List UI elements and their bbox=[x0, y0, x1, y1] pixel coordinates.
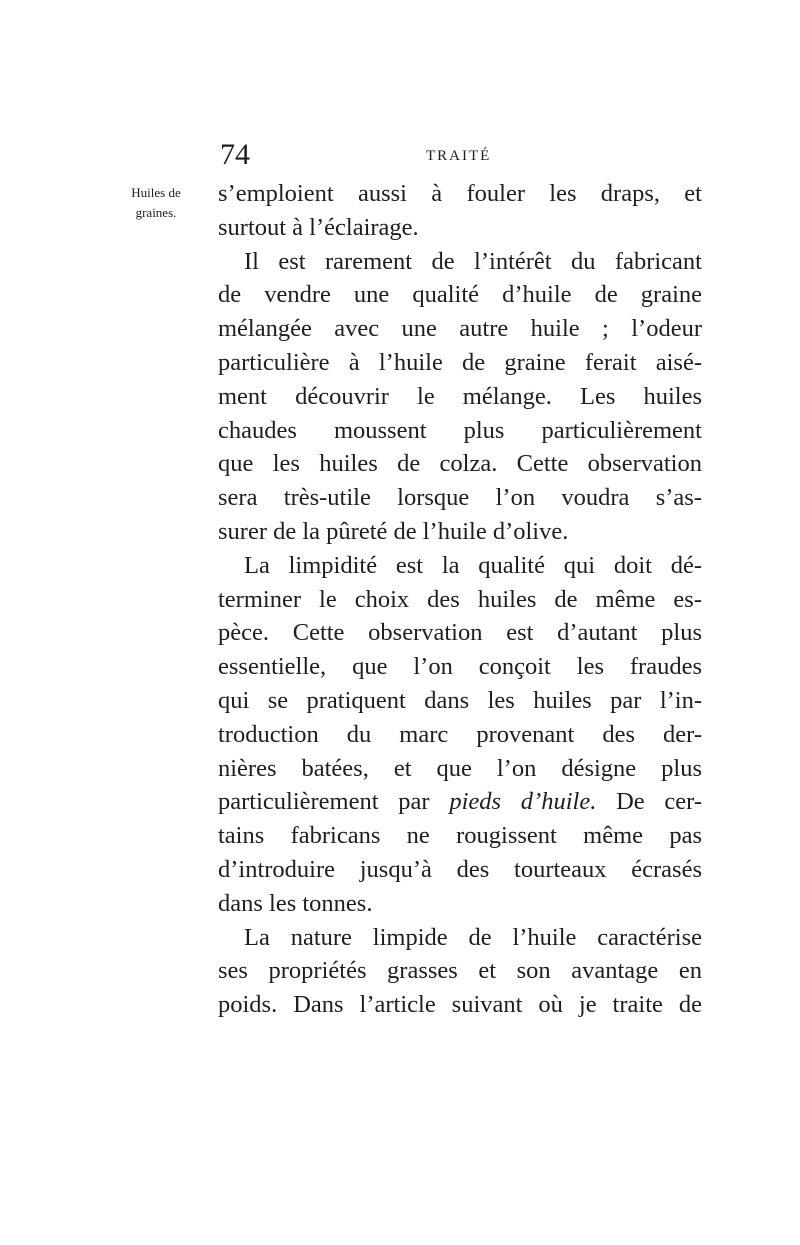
text-line: mélangée avec une autre huile ; l’odeur bbox=[218, 315, 702, 343]
text-line: essentielle, que l’on conçoit les fraudes bbox=[218, 653, 702, 681]
text-fragment: particulièrement par bbox=[218, 788, 450, 816]
italic-phrase: pieds d’huile. bbox=[449, 788, 597, 816]
text-line: surer de la pûreté de l’huile d’olive. bbox=[218, 517, 569, 545]
text-line: que les huiles de colza. Cette observation bbox=[218, 450, 702, 478]
text-line: La limpidité est la qualité qui doit dé- bbox=[244, 551, 702, 579]
margin-note bbox=[108, 183, 204, 223]
text-line: tains fabricans ne rougissent même pas bbox=[218, 822, 702, 850]
text-line: La nature limpide de l’huile caractérise bbox=[244, 923, 702, 951]
text-line-italic-phrase bbox=[218, 785, 702, 819]
text-line: terminer le choix des huiles de même es- bbox=[218, 585, 702, 613]
text-line: nières batées, et que l’on désigne plus bbox=[218, 754, 702, 782]
text-line: dans les tonnes. bbox=[218, 889, 373, 917]
text-line: de vendre une qualité d’huile de graine bbox=[218, 281, 702, 309]
text-line: troduction du marc provenant des der- bbox=[218, 720, 702, 748]
margin-note-line-2: graines. bbox=[135, 205, 177, 220]
text-line: qui se pratiquent dans les huiles par l’in- bbox=[218, 686, 702, 714]
text-line: particulière à l’huile de graine ferait aisé- bbox=[218, 348, 702, 376]
page-number: 74 bbox=[220, 138, 250, 171]
text-line: chaudes moussent plus particulièrement bbox=[218, 416, 702, 444]
running-head bbox=[218, 138, 698, 178]
text-line: surtout à l’éclairage. bbox=[218, 213, 419, 241]
text-line: d’introduire jusqu’à des tourteaux écrasés bbox=[218, 855, 702, 883]
text-line: ment découvrir le mélange. Les huiles bbox=[218, 382, 702, 410]
text-line: Il est rarement de l’intérêt du fabricant bbox=[244, 247, 702, 275]
text-fragment: De cer- bbox=[596, 788, 702, 816]
text-line: ses propriétés grasses et son avantage en bbox=[218, 957, 702, 985]
text-line: s’emploient aussi à fouler les draps, et bbox=[218, 180, 702, 207]
text-line: sera très-utile lorsque l’on voudra s’as- bbox=[218, 484, 702, 512]
running-title: TRAITÉ bbox=[426, 148, 492, 164]
margin-note-line-1: Huiles de bbox=[131, 185, 181, 200]
text-line: pèce. Cette observation est d’autant plus bbox=[218, 619, 702, 647]
body-text bbox=[218, 177, 702, 1022]
text-line: poids. Dans l’article suivant où je traite de bbox=[218, 991, 702, 1019]
